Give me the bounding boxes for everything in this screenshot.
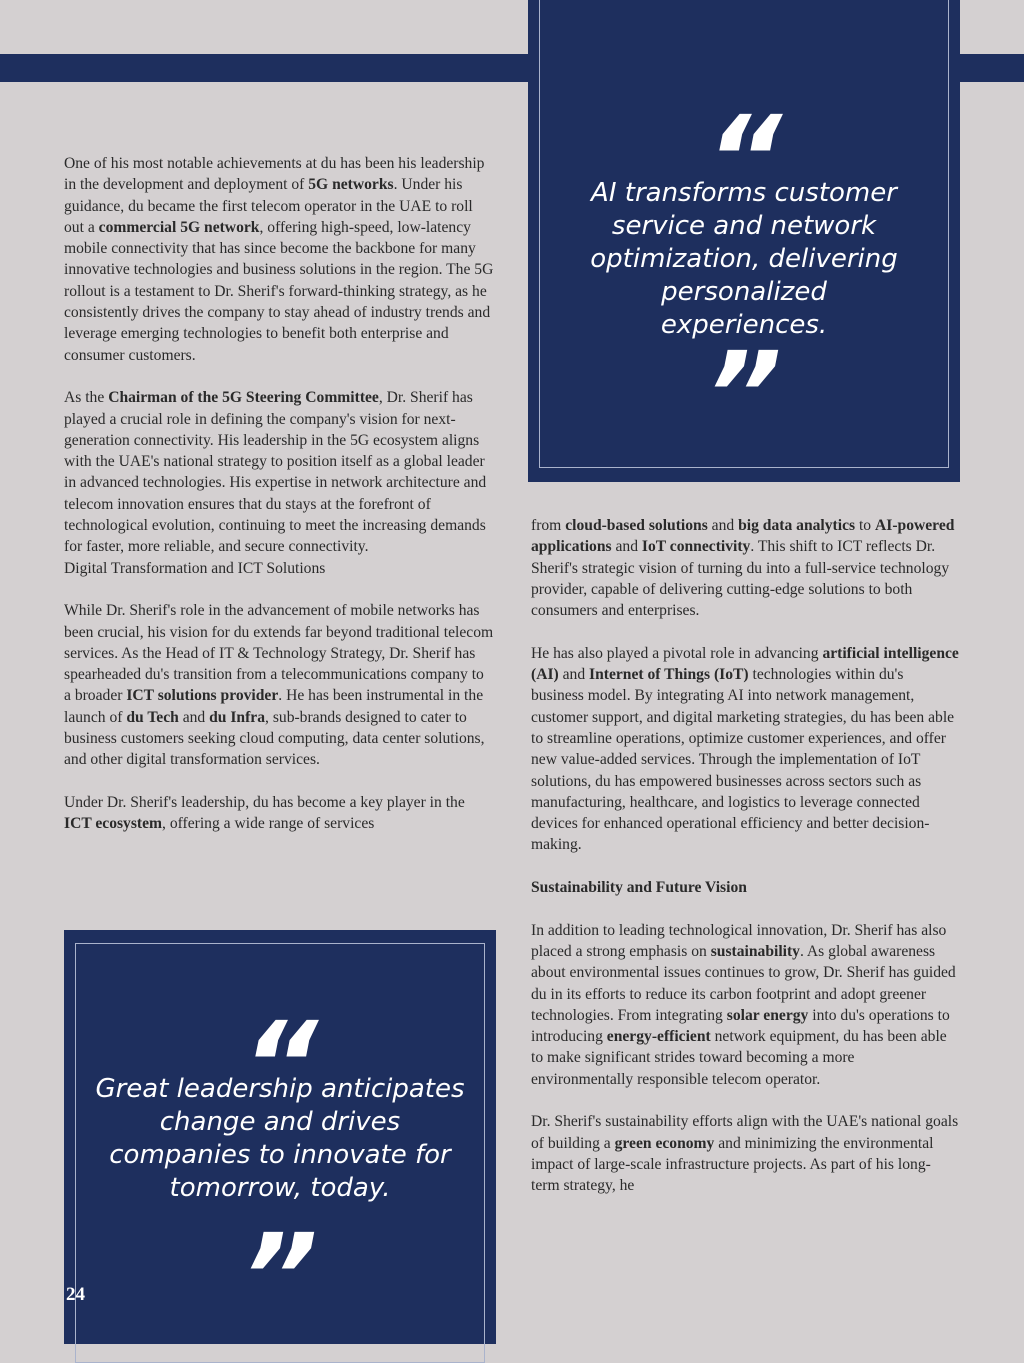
text-run: and minimizing the environmental impact of large-scale infrastructure projects. As part of his long-term strategy, he bbox=[531, 1134, 934, 1195]
text-run: While Dr. Sherif's role in the advancement of mobile networks has been crucial, his vision for du extends far beyond traditional telecom services. As the Head of IT & Technology Strategy, Dr. Sherif has spearheaded du's transition from a telecommunications company to a broader bbox=[64, 602, 494, 705]
text-run: into du's operations to introducing bbox=[531, 1006, 950, 1046]
text-run: and bbox=[611, 538, 642, 556]
bold-text: du Tech bbox=[126, 708, 179, 726]
section-heading-sustainability: Sustainability and Future Vision bbox=[531, 879, 747, 897]
left-paragraph-2 bbox=[64, 387, 494, 557]
bold-text: solar energy bbox=[726, 1006, 809, 1024]
bold-text: artificial intelligence (AI) bbox=[531, 644, 959, 684]
pull-quote-bottom-text: Great leadership anticipates change and drives companies to innovate for tomorrow, today. bbox=[95, 1074, 465, 1203]
bold-text: AI-powered applications bbox=[531, 517, 955, 556]
right-paragraph-4 bbox=[531, 1111, 959, 1196]
section-heading-digital: Digital Transformation and ICT Solutions bbox=[64, 559, 326, 577]
bold-text: ICT ecosystem bbox=[64, 815, 163, 833]
bold-text: green economy bbox=[614, 1134, 715, 1152]
text-run: , offering high-speed, low-latency mobile connectivity that has since become the backbone for many innovative technologies and business solutions in the region. The 5G rollout is a testament to Dr. Sherif's forward-thinking strategy, as he consistently drives the company to stay ahead of industry trends and leverage emerging technologies to benefit both enterprise and consumer customers. bbox=[64, 218, 494, 364]
left-paragraph-1 bbox=[64, 153, 494, 366]
bold-text: 5G networks bbox=[308, 176, 394, 194]
page-number: 24 bbox=[66, 1284, 85, 1305]
text-run: from bbox=[531, 517, 566, 534]
bold-text: Internet of Things (IoT) bbox=[589, 666, 749, 684]
open-quote-icon: “ bbox=[242, 996, 318, 1134]
open-quote-icon: “ bbox=[706, 90, 782, 228]
bold-text: ICT solutions provider bbox=[126, 687, 279, 705]
text-run: , Dr. Sherif has played a crucial role in defining the company's vision for next-generation connectivity. His leadership in the 5G ecosystem aligns with the UAE's national strategy to position itself as a global leader in advanced technologies. His expertise in network architecture and telecom innovation ensures that du stays at the forefront of technological evolution, continuing to meet the increasing demands for faster, more reliable, and secure connectivity. bbox=[64, 389, 487, 556]
text-run: In addition to leading technological innovation, Dr. Sherif has also placed a strong emphasis on bbox=[531, 921, 947, 960]
text-run: As the bbox=[64, 389, 109, 407]
bold-text: Chairman of the 5G Steering Committee bbox=[108, 389, 379, 407]
pull-quote-top-text: AI transforms customer service and network optimization, delivering personalized experiences. bbox=[590, 178, 898, 340]
bold-text: IoT connectivity bbox=[641, 538, 751, 556]
right-paragraph-2 bbox=[531, 643, 959, 856]
text-run: . This shift to ICT reflects Dr. Sherif's strategic vision of turning du into a full-service technology provider, capable of delivering cutting-edge solutions to both consumers and enterprises. bbox=[531, 538, 950, 620]
bold-text: energy-efficient bbox=[606, 1028, 711, 1046]
left-paragraph-4 bbox=[64, 792, 494, 835]
left-paragraph-3 bbox=[64, 600, 494, 770]
pull-quote-top bbox=[528, 0, 960, 482]
bold-text: du Infra bbox=[209, 708, 266, 726]
text-run: , offering a wide range of services bbox=[162, 815, 375, 833]
text-run: . Under his guidance, du became the first telecom operator in the UAE to roll out a bbox=[64, 176, 473, 236]
text-run: network equipment, du has been able to make significant strides toward becoming a more environmentally responsible telecom operator. bbox=[531, 1028, 947, 1088]
bold-text: big data analytics bbox=[738, 517, 856, 534]
right-paragraph-3 bbox=[531, 920, 959, 1090]
pull-quote-bottom bbox=[64, 930, 496, 1344]
left-column bbox=[64, 153, 494, 835]
text-run: . He has been instrumental in the launch of bbox=[64, 687, 484, 726]
right-paragraph-1 bbox=[531, 515, 959, 621]
text-run: He has also played a pivotal role in advancing bbox=[531, 644, 823, 662]
bold-text: sustainability bbox=[710, 942, 800, 960]
text-run: Under Dr. Sherif's leadership, du has become a key player in the bbox=[64, 793, 465, 811]
text-run: technologies within du's business model. By integrating AI into network management, customer support, and digital marketing strategies, du has been able to streamline operations, optimize customer experiences, and offer new value-added services. Through the implementation of IoT solutions, du has empowered businesses across sectors such as manufacturing, healthcare, and logistics to leverage connected devices for enhanced operational efficiency and better decision-making. bbox=[531, 666, 955, 854]
text-run: and bbox=[178, 708, 210, 726]
right-column bbox=[531, 515, 959, 1197]
bold-text: cloud-based solutions bbox=[565, 517, 708, 534]
text-run: and bbox=[707, 517, 739, 534]
bold-text: commercial 5G network bbox=[98, 218, 260, 236]
text-run: and bbox=[558, 666, 590, 684]
text-run: , sub-brands designed to cater to business customers seeking cloud computing, data center solutions, and other digital transformation services. bbox=[64, 708, 485, 769]
text-run: One of his most notable achievements at du has been his leadership in the development and deployment of bbox=[64, 155, 485, 194]
text-run: to bbox=[855, 517, 875, 534]
close-quote-icon: ” bbox=[242, 1208, 318, 1346]
close-quote-icon: ” bbox=[706, 326, 782, 464]
text-run: Dr. Sherif's sustainability efforts align with the UAE's national goals of building a bbox=[531, 1113, 959, 1152]
text-run: . As global awareness about environmental issues continues to grow, Dr. Sherif has guided du in its efforts to reduce its carbon footprint and adopt greener technologies. From integrating bbox=[531, 942, 956, 1024]
